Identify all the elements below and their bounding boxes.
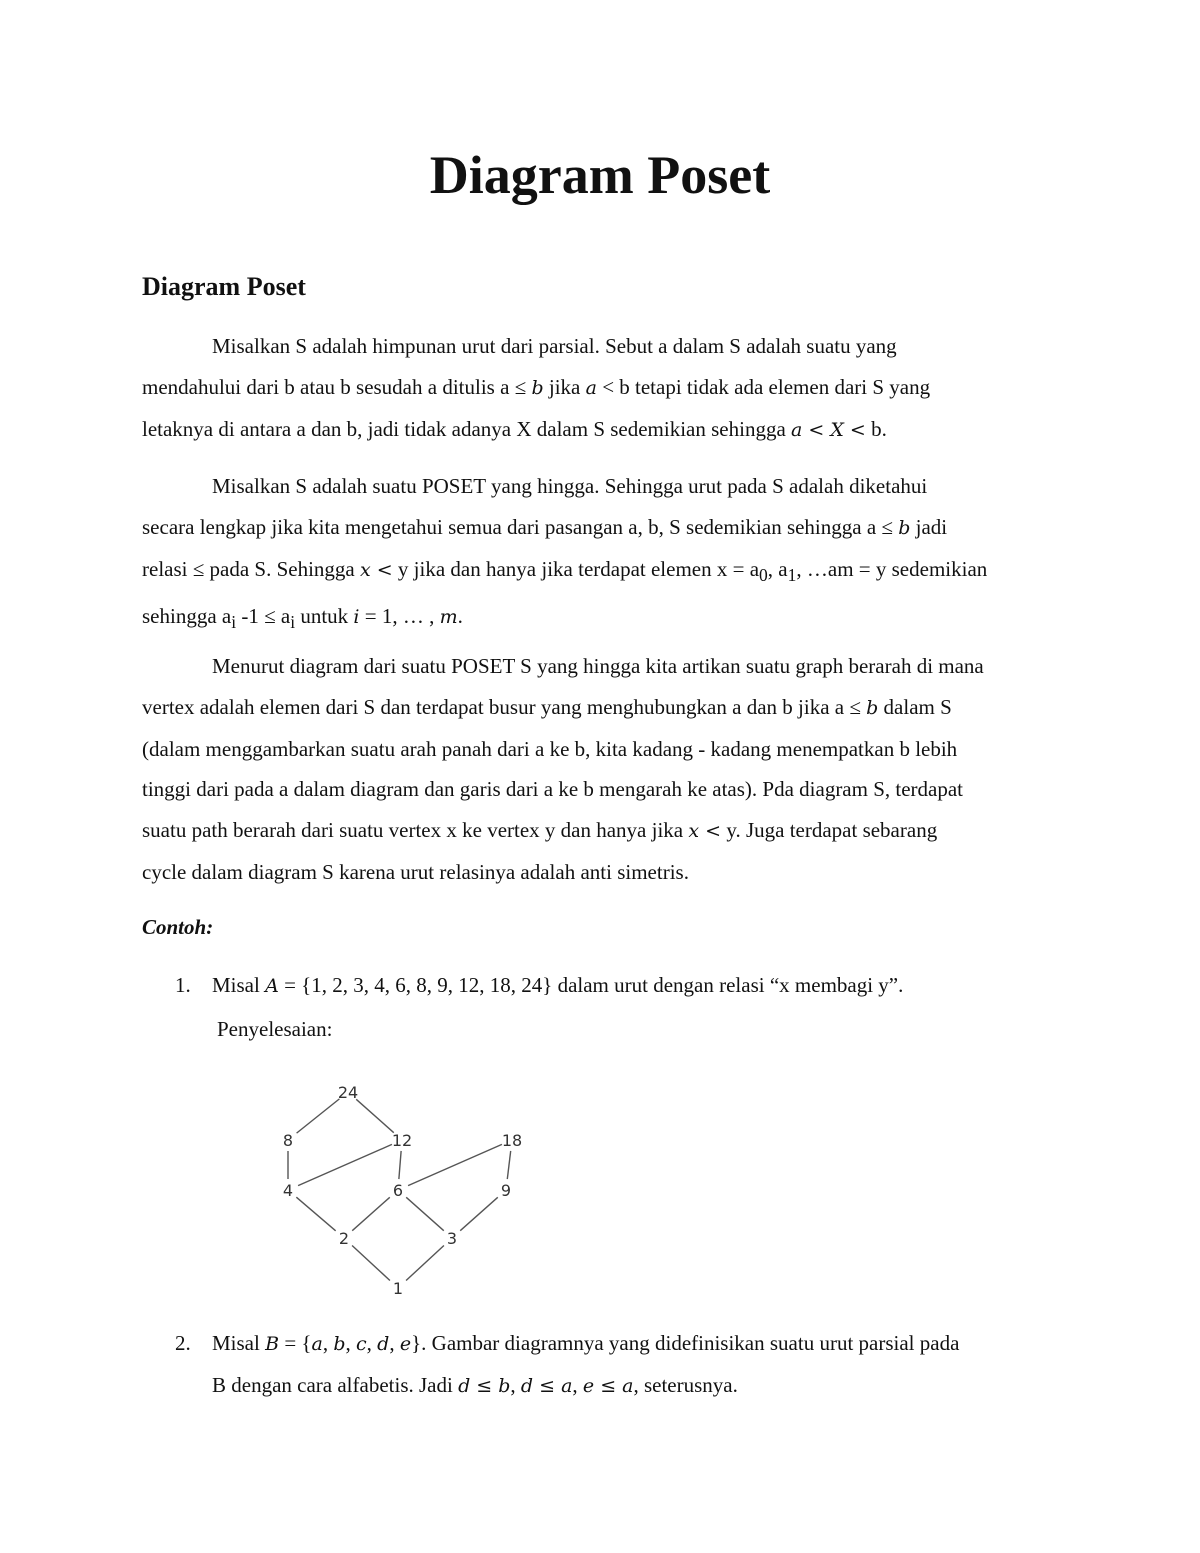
paragraph-3 bbox=[142, 646, 1058, 893]
hasse-edge-6-2 bbox=[352, 1197, 390, 1230]
paragraph-2-line-3: relasi ≤ pada S. Sehingga x < y jika dan hanya jika terdapat elemen $x = a_0$, $a_1$, …am = y sedemikian bbox=[142, 556, 988, 585]
paragraph-2-line-1: Misalkan S adalah suatu POSET yang hingga. Sehingga urut pada S adalah diketahui bbox=[212, 474, 928, 498]
hasse-edge-9-3 bbox=[460, 1197, 498, 1230]
hasse-edge-24-8 bbox=[297, 1099, 340, 1133]
hasse-node-12: 12 bbox=[391, 1131, 413, 1150]
hasse-edge-2-1 bbox=[352, 1245, 390, 1280]
paragraph-3-line-1: Menurut diagram dari suatu POSET S yang hingga kita artikan suatu graph berarah di mana bbox=[212, 654, 984, 678]
hasse-node-9: 9 bbox=[500, 1181, 512, 1200]
hasse-edge-4-2 bbox=[296, 1197, 335, 1231]
paragraph-3-line-5: suatu path berarah dari suatu vertex x ke vertex y dan hanya jika x < y. Juga terdapat sebarang bbox=[142, 818, 938, 843]
paragraph-3-line-2: vertex adalah elemen dari S dan terdapat busur yang menghubungkan a dan b jika a ≤ b dalam S bbox=[142, 694, 952, 719]
paragraph-2-line-4: sehingga $a_i$ $-1 \le a_i$ untuk i = 1, … , m. bbox=[142, 603, 463, 632]
paragraph-1-line-2: mendahului dari b atau b sesudah a ditulis a ≤ b jika a < b tetapi tidak ada elemen dari S yang bbox=[142, 374, 931, 399]
list-item bbox=[175, 1323, 1055, 1407]
hasse-node-24: 24 bbox=[337, 1083, 359, 1102]
paragraph-2-line-2: secara lengkap jika kita mengetahui semua dari pasangan a, b, S sedemikian sehingga a ≤ b jadi bbox=[142, 514, 948, 539]
paragraph-3-line-6: cycle dalam diagram S karena urut relasinya adalah anti simetris. bbox=[142, 859, 689, 884]
hasse-edge-24-12 bbox=[356, 1099, 394, 1132]
hasse-edge-6-3 bbox=[406, 1197, 444, 1230]
solution-label: Penyelesaian: bbox=[217, 1017, 333, 1041]
example-heading: Contoh: bbox=[142, 915, 214, 939]
hasse-edge-12-6 bbox=[399, 1151, 401, 1179]
list-item-text: Misal A = {1, 2, 3, 4, 6, 8, 9, 12, 18, 24} dalam urut dengan relasi “x membagi y”. bbox=[212, 973, 904, 997]
section-heading: Diagram Poset bbox=[142, 272, 306, 301]
hasse-node-1: 1 bbox=[392, 1279, 404, 1298]
paragraph-1-line-1: Misalkan S adalah himpunan urut dari parsial. Sebut a dalam S adalah suatu yang bbox=[212, 334, 897, 358]
page-title: Diagram Poset bbox=[429, 145, 771, 205]
hasse-node-8: 8 bbox=[282, 1131, 294, 1150]
paragraph-2 bbox=[142, 466, 1058, 643]
paragraph-3-line-3: (dalam menggambarkan suatu arah panah dari a ke b, kita kadang - kadang menempatkan b lebih bbox=[142, 736, 958, 761]
list-item-number: 2. bbox=[175, 1331, 191, 1355]
hasse-node-2: 2 bbox=[338, 1229, 350, 1248]
paragraph-3-line-4: tinggi dari pada a dalam diagram dan garis dari a ke b mengarah ke atas). Pda diagram S, terdapat bbox=[142, 777, 964, 802]
list-item-number: 1. bbox=[175, 973, 191, 997]
hasse-node-4: 4 bbox=[282, 1181, 294, 1200]
list-item-text: Misal B = {a, b, c, d, e}. Gambar diagramnya yang didefinisikan suatu urut parsial pada B dengan cara alfabetis. Jadi d ≤ b, d ≤ a, e ≤ a, seterusnya. bbox=[212, 1331, 960, 1397]
hasse-node-18: 18 bbox=[501, 1131, 523, 1150]
hasse-node-3: 3 bbox=[446, 1229, 458, 1248]
list-item bbox=[175, 965, 1055, 1007]
paragraph-1 bbox=[142, 326, 1058, 450]
hasse-node-6: 6 bbox=[392, 1181, 404, 1200]
hasse-edge-12-4 bbox=[298, 1144, 392, 1185]
hasse-diagram bbox=[270, 1070, 550, 1310]
hasse-edge-3-1 bbox=[406, 1245, 444, 1280]
hasse-edge-18-6 bbox=[408, 1144, 502, 1185]
hasse-edge-18-9 bbox=[507, 1151, 510, 1179]
paragraph-1-line-3: letaknya di antara a dan b, jadi tidak adanya X dalam S sedemikian sehingga a < X < b. bbox=[142, 416, 887, 441]
